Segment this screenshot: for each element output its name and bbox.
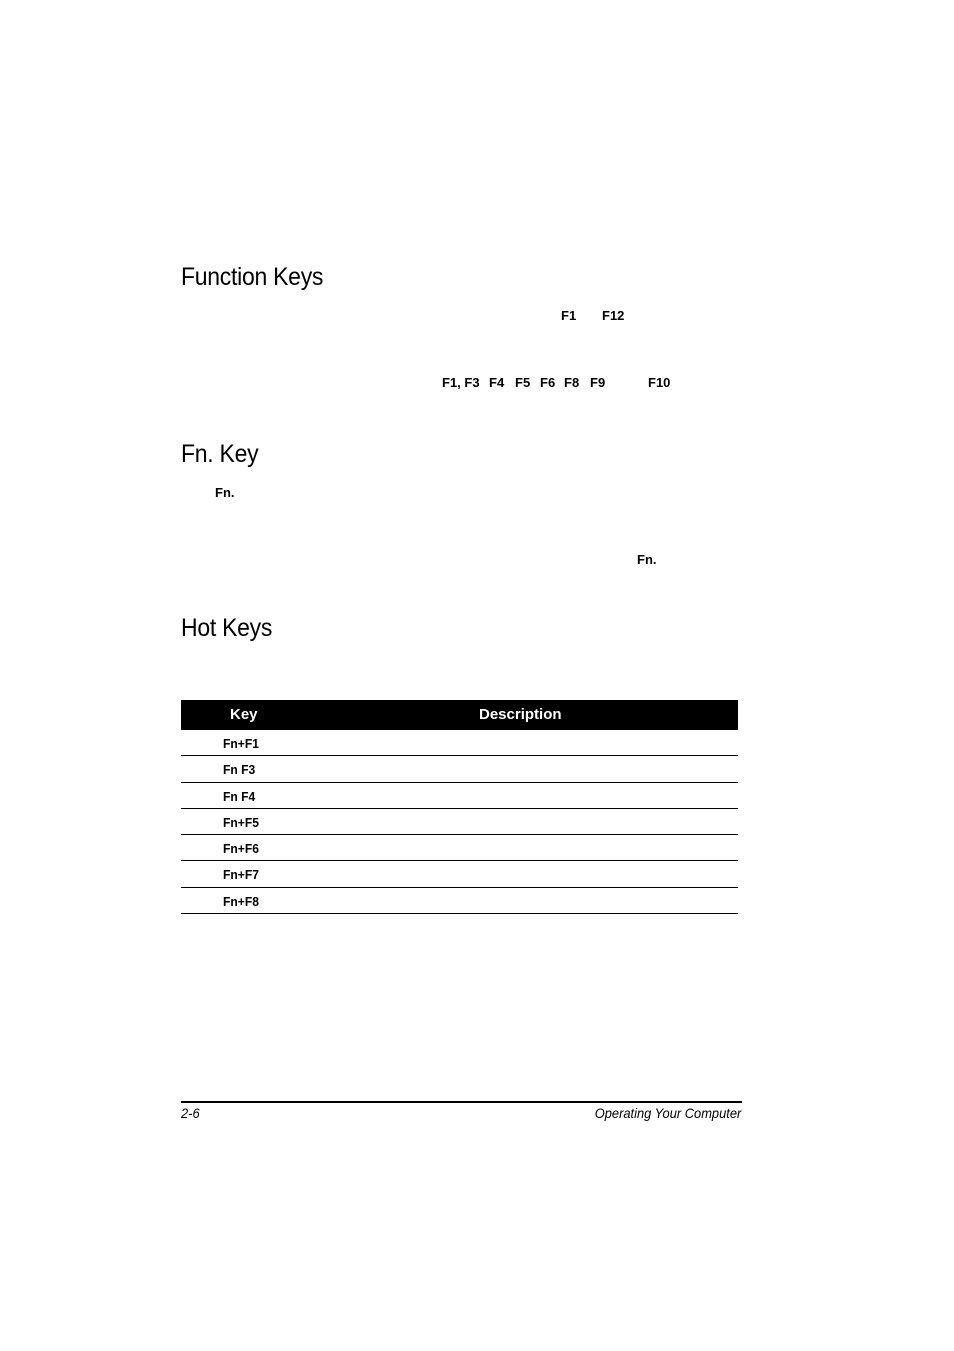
key-fn-1: Fn. bbox=[215, 485, 235, 500]
row-key: Fn F4 bbox=[223, 788, 256, 804]
table-row bbox=[181, 809, 738, 835]
key-f5: F5 bbox=[515, 375, 531, 390]
row-key: Fn+F8 bbox=[223, 893, 259, 909]
row-key: Fn+F6 bbox=[223, 841, 259, 857]
header-description: Description bbox=[479, 706, 562, 723]
key-f1: F1 bbox=[561, 308, 577, 323]
chapter-title: Operating Your Computer bbox=[594, 1105, 741, 1121]
footer-rule bbox=[181, 1101, 742, 1103]
key-f8: F8 bbox=[564, 375, 580, 390]
table-row bbox=[181, 756, 738, 782]
header-key: Key bbox=[230, 706, 258, 723]
row-key: Fn+F7 bbox=[223, 867, 259, 883]
page-number: 2-6 bbox=[181, 1105, 200, 1121]
key-f12: F12 bbox=[602, 308, 625, 323]
table-row bbox=[181, 861, 738, 887]
key-fn-2: Fn. bbox=[637, 552, 657, 567]
table-row bbox=[181, 783, 738, 809]
table-row bbox=[181, 835, 738, 861]
table-row bbox=[181, 888, 738, 914]
key-f9: F9 bbox=[590, 375, 606, 390]
row-key: Fn+F5 bbox=[223, 814, 259, 830]
section-title-hot-keys: Hot Keys bbox=[181, 614, 273, 642]
row-key: Fn+F1 bbox=[223, 736, 259, 751]
section-title-fn-key: Fn. Key bbox=[181, 440, 259, 468]
row-key: Fn F3 bbox=[223, 762, 256, 778]
key-f6: F6 bbox=[540, 375, 556, 390]
table-row bbox=[181, 730, 738, 756]
hot-keys-table bbox=[181, 700, 738, 914]
table-header bbox=[181, 700, 738, 730]
section-title-function-keys: Function Keys bbox=[181, 263, 324, 291]
key-f1-f3: F1, F3 bbox=[442, 375, 480, 390]
key-f10: F10 bbox=[648, 375, 671, 390]
key-f4: F4 bbox=[489, 375, 505, 390]
